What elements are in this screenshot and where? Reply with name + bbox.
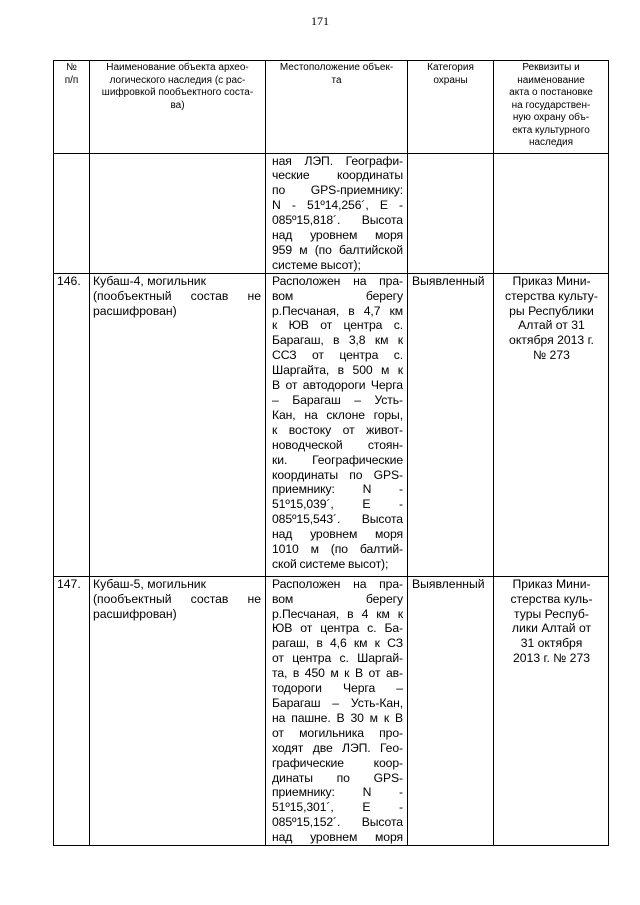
name-line: расшифрован) [93, 303, 177, 318]
location-line: N - 51º14,256´, E - [272, 198, 403, 213]
header-category-line: Категория [427, 62, 474, 73]
location-line: над уровнем моря [272, 228, 403, 243]
continuation-row [54, 153, 609, 273]
location-line: графические коор- [272, 755, 403, 770]
location-line: от центра с. Шаргай- [272, 651, 403, 666]
table-row [54, 576, 609, 845]
name-line: Кубаш-5, могильник [93, 576, 206, 591]
page-number: 171 [311, 14, 329, 28]
requisites-line: ры Республики [509, 303, 594, 318]
requisites-line: № 273 [533, 348, 570, 363]
location-line: ная ЛЭП. Географи- [272, 153, 403, 168]
location-line: р.Песчаная, в 4 км к [272, 606, 403, 621]
header-category-line: охраны [433, 74, 468, 86]
name-line: расшифрован) [93, 606, 177, 621]
location-line: ходят две ЛЭП. Гео- [272, 740, 403, 755]
requisites-line: 2013 г. № 273 [512, 651, 591, 666]
requisites-line: лики Алтай от [511, 621, 592, 636]
requisites-line: стерства культу- [505, 288, 598, 303]
requisites-line: 31 октября [520, 636, 583, 651]
requisites-line: Приказ Мини- [512, 576, 591, 591]
location-line: 085º15,152´. Высота [272, 815, 403, 830]
location-line: ЮВ от центра с. Ба- [272, 621, 403, 636]
location-line: ской системе высот); [272, 556, 389, 571]
protection-category: Выявленный [408, 576, 494, 845]
location-line: по GPS-приемнику: [272, 183, 403, 198]
header-requisites-line: на государствен- [511, 99, 591, 111]
header-name-line: ва) [170, 99, 185, 111]
location-line: Барагаш – Усть-Кан, [272, 696, 403, 710]
protection-category: Выявленный [408, 273, 494, 576]
heritage-registry-table [53, 60, 609, 846]
location-line: Кан, на склоне горы, [272, 407, 403, 422]
location-cell [266, 576, 408, 845]
header-num-line: п/п [64, 74, 79, 86]
requisites-line: стерства куль- [510, 591, 593, 606]
location-line: приемнику: N - [272, 785, 403, 800]
location-line: 51º15,039´, E - [272, 497, 403, 512]
continuation-category-cell [408, 153, 494, 273]
location-line: к востоку от живот- [272, 422, 403, 437]
location-line: системе высот); [272, 257, 361, 272]
location-line: над уровнем моря [272, 527, 403, 542]
header-name [90, 61, 266, 154]
location-line: рагаш, в 4,6 км к СЗ [272, 636, 403, 651]
location-line: ческие координаты [272, 168, 403, 183]
header-location-line: Местоположение объек- [279, 62, 394, 73]
row-number: 147. [54, 576, 90, 845]
header-requisites-line: ную охрану объ- [512, 112, 590, 123]
location-line: 1010 м (по балтий- [272, 542, 403, 557]
location-line: над уровнем моря [272, 830, 403, 845]
header-requisites-line: екта культурного [512, 124, 590, 136]
location-line: координаты по GPS- [272, 467, 403, 482]
header-requisites-line: наименование [517, 74, 585, 86]
table-header-row [54, 61, 609, 154]
header-requisites-line: акта о постановке [509, 87, 593, 98]
header-name-line: Наименование объекта архео- [106, 62, 249, 73]
name-line: Кубаш-4, могильник [93, 273, 206, 288]
name-line: (пообъектный состав не [93, 288, 261, 303]
location-line: динаты по GPS- [272, 770, 403, 785]
header-name-line: логического наследия (с рас- [109, 74, 246, 86]
location-line: вом берегу [272, 288, 403, 303]
location-line: 085º15,818´. Высота [272, 213, 403, 228]
header-num-line: № [66, 62, 77, 73]
location-line: новодческой стоян- [272, 437, 403, 452]
location-line: к ЮВ от центра с. [272, 318, 403, 333]
location-line: 51º15,301´, E - [272, 800, 403, 815]
requisites-cell [494, 273, 609, 576]
object-name-cell [90, 576, 266, 845]
location-line: на пашне. В 30 м к В [272, 710, 403, 725]
location-line: Барагаш, в 3,8 км к [272, 333, 403, 348]
continuation-location-cell [266, 153, 408, 273]
location-line: р.Песчаная, в 4,7 км [272, 303, 403, 318]
location-line: ССЗ от центра с. [272, 348, 403, 363]
header-category [408, 61, 494, 154]
location-line: вом берегу [272, 591, 403, 606]
location-line: тодороги Черга – [272, 681, 403, 696]
header-location [266, 61, 408, 154]
location-line: Шаргайта, в 500 м к [272, 363, 403, 378]
location-cell [266, 273, 408, 576]
location-line: Расположен на пра- [272, 576, 403, 591]
header-location-line: та [331, 74, 342, 86]
location-line: приемнику: N - [272, 482, 403, 497]
continuation-num-cell [54, 153, 90, 273]
table-row [54, 273, 609, 576]
name-line: (пообъектный состав не [93, 591, 261, 606]
object-name-cell [90, 273, 266, 576]
requisites-line: туры Респуб- [514, 606, 589, 621]
location-line: Расположен на пра- [272, 273, 403, 288]
continuation-name-cell [90, 153, 266, 273]
requisites-line: октября 2013 г. [509, 333, 594, 348]
location-line: В от автодороги Черга [272, 378, 403, 393]
location-line: 959 м (по балтийской [272, 242, 403, 257]
location-line: 085º15,543´. Высота [272, 512, 403, 527]
header-requisites-line: наследия [528, 137, 574, 148]
header-name-line: шифровкой пообъектного соста- [101, 87, 254, 98]
header-requisites-line: Реквизиты и [522, 62, 580, 73]
header-requisites [494, 61, 609, 154]
location-line: – Барагаш – Усть- [272, 393, 403, 407]
requisites-cell [494, 576, 609, 845]
continuation-requisites-cell [494, 153, 609, 273]
requisites-line: Алтай от 31 [518, 318, 585, 333]
requisites-line: Приказ Мини- [512, 273, 591, 288]
location-line: от могильника про- [272, 725, 403, 740]
location-line: ки. Географические [272, 452, 403, 467]
location-line: та, в 450 м к В от ав- [272, 666, 403, 681]
header-num [54, 61, 90, 154]
row-number: 146. [54, 273, 90, 576]
